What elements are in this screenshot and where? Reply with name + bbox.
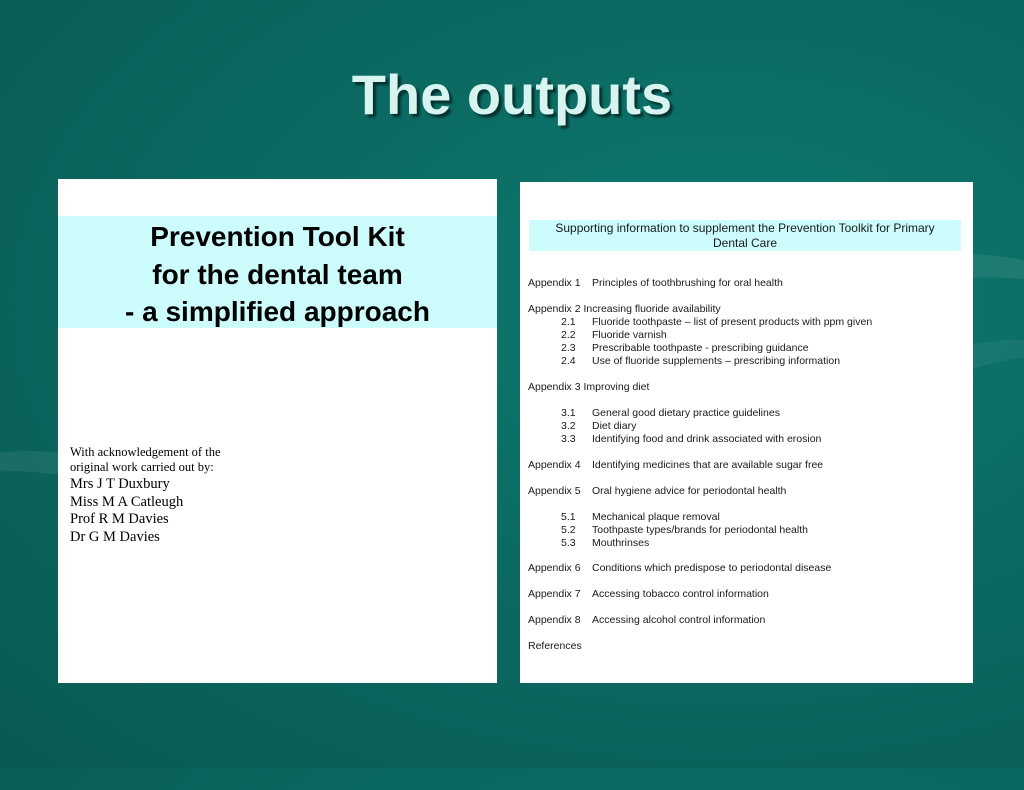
- acknowledgement-block: [70, 445, 254, 546]
- subitem-number: 3.3: [561, 433, 576, 445]
- toolkit-cover-page: [58, 179, 497, 683]
- appendix-title: Appendix 2 Increasing fluoride availability: [528, 303, 721, 315]
- subitem-title: Fluoride toothpaste – list of present products with ppm given: [592, 316, 873, 328]
- appendix-label: Appendix 8: [528, 614, 581, 626]
- appendix-title: Oral hygiene advice for periodontal health: [592, 485, 787, 497]
- cover-title-line: - a simplified approach: [125, 296, 430, 327]
- appendix-label: Appendix 5: [528, 485, 581, 497]
- author-name: Dr G M Davies: [70, 528, 160, 545]
- appendix-label: Appendix 6: [528, 562, 581, 574]
- appendix-label: Appendix 7: [528, 588, 581, 600]
- subitem-number: 5.2: [561, 524, 576, 536]
- appendix-title: Appendix 3 Improving diet: [528, 381, 650, 393]
- subitem-title: Diet diary: [592, 420, 637, 432]
- subitem-title: Prescribable toothpaste - prescribing guidance: [592, 342, 809, 354]
- subitem-title: Toothpaste types/brands for periodontal health: [592, 524, 808, 536]
- cover-title-line: for the dental team: [152, 258, 403, 290]
- subitem-number: 3.2: [561, 420, 576, 432]
- slide-title: The outputs: [351, 63, 673, 126]
- appendix-title: Conditions which predispose to periodontal disease: [592, 562, 832, 574]
- acknowledgement-intro-line: With acknowledgement of the: [70, 445, 221, 459]
- references-label: References: [528, 640, 582, 652]
- supporting-information-page: [520, 182, 973, 683]
- subitem-number: 2.1: [561, 316, 576, 328]
- appendix-title: Accessing alcohol control information: [592, 614, 766, 626]
- author-name: Mrs J T Duxbury: [70, 476, 170, 492]
- subitem-title: Identifying food and drink associated with erosion: [592, 433, 822, 445]
- cover-title-line: Prevention Tool Kit: [150, 221, 405, 252]
- appendix-label: Appendix 4: [528, 459, 581, 471]
- author-name: Miss M A Catleugh: [70, 493, 184, 510]
- subitem-title: Mechanical plaque removal: [592, 511, 720, 523]
- author-name: Prof R M Davies: [70, 511, 169, 527]
- subitem-number: 3.1: [561, 407, 576, 419]
- appendix-title: Accessing tobacco control information: [592, 588, 769, 600]
- subitem-number: 5.1: [561, 511, 576, 523]
- subitem-title: Fluoride varnish: [592, 329, 667, 341]
- subitem-number: 2.2: [561, 329, 576, 341]
- header-line: Supporting information to supplement the Prevention Toolkit for Primary: [555, 221, 935, 235]
- acknowledgement-intro: [70, 445, 254, 474]
- subitem-number: 2.3: [561, 342, 576, 354]
- appendix-title: Identifying medicines that are available sugar free: [592, 459, 824, 471]
- header-line: Dental Care: [712, 236, 778, 250]
- subitem-number: 5.3: [561, 537, 576, 549]
- supporting-info-header: [529, 220, 961, 251]
- subitem-title: Use of fluoride supplements – prescribing information: [592, 355, 841, 367]
- appendix-title: Principles of toothbrushing for oral health: [592, 277, 783, 289]
- subitem-number: 2.4: [561, 355, 576, 367]
- acknowledgement-intro-line: original work carried out by:: [70, 459, 214, 474]
- cover-title-band: [58, 216, 497, 328]
- subitem-title: Mouthrinses: [592, 537, 650, 549]
- appendix-label: Appendix 1: [528, 277, 581, 289]
- subitem-title: General good dietary practice guidelines: [592, 407, 780, 419]
